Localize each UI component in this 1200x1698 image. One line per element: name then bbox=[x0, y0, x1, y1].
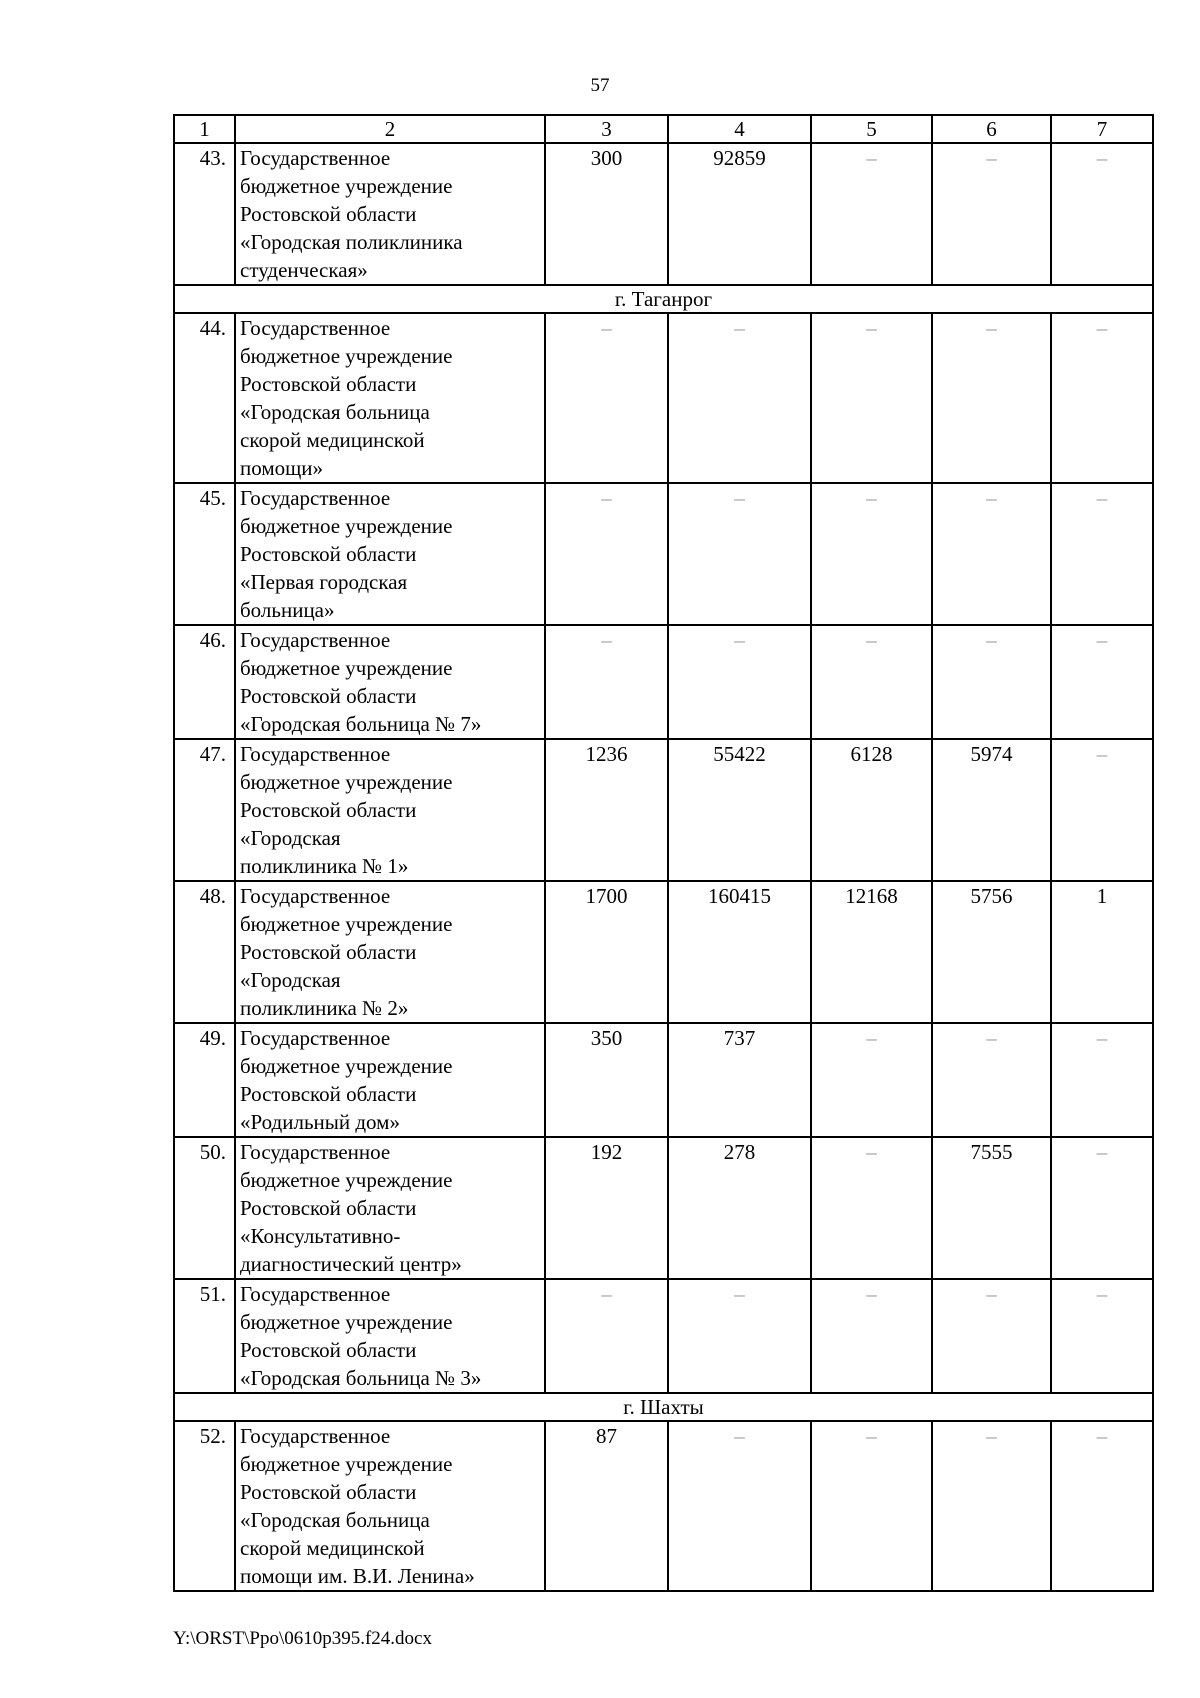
column-header: 2 bbox=[235, 115, 545, 143]
institution-name-line: помощи им. В.И. Ленина» bbox=[240, 1564, 475, 1588]
value-cell-7: – bbox=[1051, 739, 1153, 881]
value-cell-7: – bbox=[1051, 1137, 1153, 1279]
column-header: 7 bbox=[1051, 115, 1153, 143]
value-cell-6: – bbox=[932, 1279, 1051, 1393]
value-cell-6: 5974 bbox=[932, 739, 1051, 881]
row-number: 43. bbox=[174, 143, 235, 285]
table-row bbox=[174, 1137, 1153, 1279]
city-section-row bbox=[174, 285, 1153, 313]
value-cell-4: – bbox=[668, 1279, 811, 1393]
table-row bbox=[174, 625, 1153, 739]
institution-name bbox=[235, 881, 545, 1023]
value-cell-3: 300 bbox=[545, 143, 668, 285]
table-row bbox=[174, 1279, 1153, 1393]
value-cell-6: – bbox=[932, 1421, 1051, 1591]
value-cell-5: – bbox=[811, 1421, 932, 1591]
institution-name-line: Государственное bbox=[240, 1026, 391, 1050]
institution-name-line: поликлиника № 2» bbox=[240, 996, 409, 1020]
value-cell-5: – bbox=[811, 143, 932, 285]
institution-name-line: диагностический центр» bbox=[240, 1252, 462, 1276]
column-header: 6 bbox=[932, 115, 1051, 143]
institution-name-line: Государственное bbox=[240, 884, 391, 908]
institution-name-line: Ростовской области bbox=[240, 542, 417, 566]
institution-name-line: «Родильный дом» bbox=[240, 1110, 400, 1134]
value-cell-6: 5756 bbox=[932, 881, 1051, 1023]
institution-name-line: бюджетное учреждение bbox=[240, 912, 453, 936]
institution-name-line: Ростовской области bbox=[240, 1338, 417, 1362]
value-cell-5: – bbox=[811, 1279, 932, 1393]
table-row bbox=[174, 739, 1153, 881]
value-cell-7: – bbox=[1051, 1421, 1153, 1591]
value-cell-3: 192 bbox=[545, 1137, 668, 1279]
table-body bbox=[174, 115, 1153, 1591]
value-cell-6: – bbox=[932, 625, 1051, 739]
institution-name-line: бюджетное учреждение bbox=[240, 1452, 453, 1476]
institution-name-line: скорой медицинской bbox=[240, 428, 425, 452]
institution-name-line: Государственное bbox=[240, 628, 391, 652]
institution-name bbox=[235, 313, 545, 483]
row-number: 45. bbox=[174, 483, 235, 625]
value-cell-7: – bbox=[1051, 1023, 1153, 1137]
value-cell-4: 278 bbox=[668, 1137, 811, 1279]
column-header-row bbox=[174, 115, 1153, 143]
value-cell-3: – bbox=[545, 483, 668, 625]
value-cell-5: – bbox=[811, 625, 932, 739]
city-section-row bbox=[174, 1393, 1153, 1421]
institution-name-line: «Городская больница bbox=[240, 400, 430, 424]
page-number: 57 bbox=[590, 75, 610, 96]
column-header: 4 bbox=[668, 115, 811, 143]
column-header: 5 bbox=[811, 115, 932, 143]
value-cell-6: – bbox=[932, 143, 1051, 285]
institution-name-line: бюджетное учреждение bbox=[240, 656, 453, 680]
institution-name-line: Ростовской области bbox=[240, 684, 417, 708]
institution-name-line: бюджетное учреждение bbox=[240, 1310, 453, 1334]
institution-name-line: «Городская больница № 3» bbox=[240, 1366, 482, 1390]
institution-name-line: бюджетное учреждение bbox=[240, 344, 453, 368]
city-label: г. Таганрог bbox=[174, 285, 1153, 313]
row-number: 52. bbox=[174, 1421, 235, 1591]
value-cell-4: 737 bbox=[668, 1023, 811, 1137]
institution-name-line: «Городская больница bbox=[240, 1508, 430, 1532]
city-label: г. Шахты bbox=[174, 1393, 1153, 1421]
institution-name-line: Государственное bbox=[240, 742, 391, 766]
column-header: 1 bbox=[174, 115, 235, 143]
institution-name-line: Государственное bbox=[240, 316, 391, 340]
institution-name bbox=[235, 483, 545, 625]
institution-name-line: «Городская поликлиника bbox=[240, 230, 463, 254]
row-number: 50. bbox=[174, 1137, 235, 1279]
institution-name-line: помощи» bbox=[240, 456, 324, 480]
row-number: 46. bbox=[174, 625, 235, 739]
row-number: 48. bbox=[174, 881, 235, 1023]
value-cell-6: – bbox=[932, 483, 1051, 625]
value-cell-4: – bbox=[668, 625, 811, 739]
institution-name-line: больница» bbox=[240, 598, 335, 622]
institution-name-line: бюджетное учреждение bbox=[240, 770, 453, 794]
value-cell-4: 92859 bbox=[668, 143, 811, 285]
column-header: 3 bbox=[545, 115, 668, 143]
institution-name-line: Государственное bbox=[240, 1140, 391, 1164]
institution-name-line: студенческая» bbox=[240, 258, 368, 282]
institution-name bbox=[235, 739, 545, 881]
value-cell-5: 6128 bbox=[811, 739, 932, 881]
institution-name-line: бюджетное учреждение bbox=[240, 514, 453, 538]
table-row bbox=[174, 1421, 1153, 1591]
value-cell-7: – bbox=[1051, 143, 1153, 285]
institution-name-line: бюджетное учреждение bbox=[240, 1054, 453, 1078]
value-cell-7: – bbox=[1051, 313, 1153, 483]
institution-name-line: Государственное bbox=[240, 1424, 391, 1448]
value-cell-7: 1 bbox=[1051, 881, 1153, 1023]
value-cell-5: – bbox=[811, 1137, 932, 1279]
institution-name bbox=[235, 143, 545, 285]
value-cell-4: 160415 bbox=[668, 881, 811, 1023]
value-cell-3: 87 bbox=[545, 1421, 668, 1591]
row-number: 51. bbox=[174, 1279, 235, 1393]
value-cell-5: – bbox=[811, 1023, 932, 1137]
value-cell-5: – bbox=[811, 313, 932, 483]
value-cell-4: 55422 bbox=[668, 739, 811, 881]
institution-name bbox=[235, 1279, 545, 1393]
value-cell-5: – bbox=[811, 483, 932, 625]
value-cell-6: – bbox=[932, 313, 1051, 483]
institution-name bbox=[235, 625, 545, 739]
institution-name-line: «Консультативно- bbox=[240, 1224, 401, 1248]
row-number: 49. bbox=[174, 1023, 235, 1137]
institution-name-line: Государственное bbox=[240, 486, 391, 510]
institution-name bbox=[235, 1421, 545, 1591]
institution-name-line: Ростовской области bbox=[240, 940, 417, 964]
institution-name-line: Государственное bbox=[240, 146, 391, 170]
institution-name-line: «Городская больница № 7» bbox=[240, 712, 482, 736]
value-cell-6: – bbox=[932, 1023, 1051, 1137]
value-cell-3: – bbox=[545, 1279, 668, 1393]
value-cell-7: – bbox=[1051, 625, 1153, 739]
value-cell-3: – bbox=[545, 313, 668, 483]
row-number: 47. bbox=[174, 739, 235, 881]
table-row bbox=[174, 143, 1153, 285]
value-cell-3: 1236 bbox=[545, 739, 668, 881]
institution-name-line: Ростовской области bbox=[240, 372, 417, 396]
institution-name-line: Государственное bbox=[240, 1282, 391, 1306]
institution-name-line: «Городская bbox=[240, 826, 341, 850]
value-cell-4: – bbox=[668, 483, 811, 625]
value-cell-6: 7555 bbox=[932, 1137, 1051, 1279]
institution-name-line: бюджетное учреждение bbox=[240, 1168, 453, 1192]
footer-file-path: Y:\ORST\Ppo\0610p395.f24.docx bbox=[173, 1628, 432, 1649]
value-cell-4: – bbox=[668, 1421, 811, 1591]
value-cell-7: – bbox=[1051, 1279, 1153, 1393]
value-cell-3: – bbox=[545, 625, 668, 739]
value-cell-7: – bbox=[1051, 483, 1153, 625]
table-row bbox=[174, 313, 1153, 483]
value-cell-5: 12168 bbox=[811, 881, 932, 1023]
table-row bbox=[174, 881, 1153, 1023]
value-cell-3: 1700 bbox=[545, 881, 668, 1023]
institution-name-line: Ростовской области bbox=[240, 1196, 417, 1220]
table-row bbox=[174, 483, 1153, 625]
institution-name-line: «Городская bbox=[240, 968, 341, 992]
institution-name-line: скорой медицинской bbox=[240, 1536, 425, 1560]
table-row bbox=[174, 1023, 1153, 1137]
value-cell-3: 350 bbox=[545, 1023, 668, 1137]
value-cell-4: – bbox=[668, 313, 811, 483]
institution-name-line: Ростовской области bbox=[240, 798, 417, 822]
institution-name-line: поликлиника № 1» bbox=[240, 854, 409, 878]
institution-name-line: Ростовской области bbox=[240, 1480, 417, 1504]
data-table bbox=[173, 114, 1154, 1592]
row-number: 44. bbox=[174, 313, 235, 483]
institution-name-line: Ростовской области bbox=[240, 1082, 417, 1106]
institution-name-line: Ростовской области bbox=[240, 202, 417, 226]
institution-name-line: «Первая городская bbox=[240, 570, 408, 594]
institution-name bbox=[235, 1023, 545, 1137]
institution-name-line: бюджетное учреждение bbox=[240, 174, 453, 198]
institution-name bbox=[235, 1137, 545, 1279]
